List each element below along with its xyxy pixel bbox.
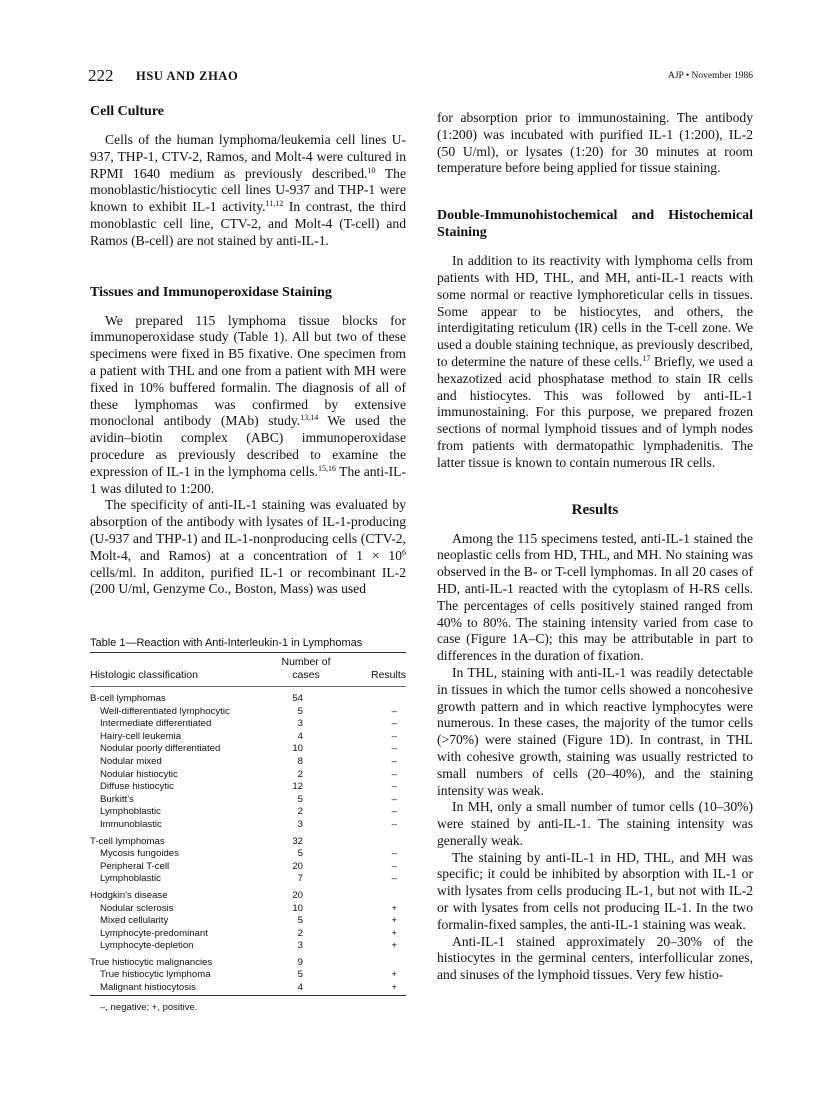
row-classification: Immunoblastic [100,818,162,830]
row-classification: Peripheral T-cell [100,860,170,872]
exponent: 6 [402,547,406,557]
left-column [90,103,406,598]
text: cells/ml. In additon, purified IL-1 or recombinant IL-2 (200 U/ml, Genzyme Co., Boston, Mass) was used [90,564,406,597]
table-group-row [90,953,406,970]
row-classification: Nodular histiocytic [100,768,178,780]
paragraph-results-3: In MH, only a small number of tumor cells (10–30%) were stained by anti-IL-1. The staining intensity was generally weak. [437,799,753,848]
table-row [90,848,406,861]
group-cases: 9 [297,956,303,968]
reference: 10 [367,165,376,175]
row-classification: Intermediate differentiated [100,718,212,730]
text: Briefly, we used a hexazotized acid phosphatase method to stain IR cells and histiocytes. This was followed by anti-IL-1 immunostaining. For this purpose, we prepared frozen sections of normal lymphoid tissues and of lymph nodes from patients with dermatopathic lymphadenitis. The latter tissue is known to contain numerous IR cells. [437,353,753,470]
table-row [90,861,406,874]
row-result: – [391,806,397,818]
row-classification: Nodular sclerosis [100,902,174,914]
row-cases: 2 [297,927,303,939]
table-row [90,706,406,719]
group-cases: 32 [292,835,303,847]
paragraph-results-1: Among the 115 specimens tested, anti-IL-1 stained the neoplastic cells from HD, THL, and MH. No staining was observed in the B- or T-cell lymphomas. In all 20 cases of HD, anti-IL-1 reacted with the cytoplasm of H-RS cells. The percentages of cells positively stained ranged from 40% to 80%. The staining intensity varied from case to case (Figure 1A–C); this may be attributable in part to differences in the duration of fixation. [437,530,753,664]
table-row [90,756,406,769]
group-name: Hodgkin's disease [90,889,168,901]
row-cases: 5 [297,969,303,981]
row-result: – [391,860,397,872]
text: In addition to its reactivity with lymphoma cells from patients with HD, THL, and MH, anti-IL-1 reacts with some normal or reactive lymphoreticular cells in tissues. Some appear to be histiocytes, and others, the interdigitating reticulum (IR) cells in the T-cell zone. We used a double staining technique, as previously described, to determine the nature of these cells. [437,253,753,369]
row-classification: Nodular poorly differentiated [100,743,221,755]
row-cases: 2 [297,768,303,780]
row-cases: 5 [297,848,303,860]
row-classification: Diffuse histiocytic [100,781,174,793]
row-cases: 5 [297,915,303,927]
section-heading-cell-culture: Cell Culture [90,104,165,119]
paragraph-tissues-2 [90,497,406,598]
text: The specificity of anti-IL-1 staining was evaluated by absorption of the antibody with lysates of IL-1-producing (U-937 and THP-1) and IL-1-nonproducing cells (CTV-2, Molt-4, and Ramos) at a concentration of 1 × 10 [90,497,406,563]
header-cases-line2: cases [292,669,320,681]
group-result [341,953,406,970]
group-cases: 54 [292,693,303,704]
row-classification: Nodular mixed [100,755,162,767]
row-result: – [391,781,397,793]
row-cases: 2 [297,806,303,818]
row-cases: 8 [297,755,303,767]
table-row [90,928,406,941]
row-result: – [391,793,397,805]
table-row [90,873,406,886]
page-header [88,66,753,86]
table-row [90,819,406,832]
table-row [90,781,406,794]
text: The anti-IL-1 was diluted to 1:200. [90,463,406,496]
text: We used the avidin–biotin complex (ABC) immunoperoxidase procedure as previously described to examine the expression of IL-1 in the lymphoma cells. [90,413,406,479]
table-caption: Table 1—Reaction with Anti-Interleukin-1 in Lymphomas [90,637,363,649]
table-body [90,653,406,995]
row-cases: 5 [297,793,303,805]
table-row [90,969,406,982]
row-cases: 10 [292,743,303,755]
row-classification: True histiocytic lymphoma [100,969,211,981]
row-classification: Lymphocyte-predominant [100,927,208,939]
table-bottom-rule [90,995,406,996]
table-group-row [90,886,406,903]
header-classification: Histologic classification [90,669,198,681]
table-row [90,982,406,995]
row-result: – [391,873,397,885]
row-cases: 20 [292,860,303,872]
text: We prepared 115 lymphoma tissue blocks for immunoperoxidase study (Table 1). All but two of these specimens were fixed in B5 fixative. One specimen from a patient with THL and one from a patient with MH were fixed in 10% buffered formalin. The diagnosis of all of these lymphomas was confirmed by extensive monoclonal antibody (MAb) study. [90,312,406,429]
row-cases: 3 [297,940,303,952]
row-cases: 3 [297,718,303,730]
paragraph-double-staining [437,253,753,471]
header-cases [271,653,341,687]
row-cases: 7 [297,873,303,885]
row-cases: 12 [292,781,303,793]
page-number: 222 [88,66,114,85]
section-heading-results: Results [571,501,619,518]
table-group-row [90,832,406,849]
row-result: – [391,818,397,830]
row-result: – [391,848,397,860]
row-result: + [391,969,397,981]
right-column [437,110,753,984]
row-classification: Well-differentiated lymphocytic [100,705,230,717]
reference: 17 [642,353,651,363]
paragraph-results-2: In THL, staining with anti-IL-1 was readily detectable in tissues in which the tumor cells showed a noncohesive growth pattern and in which reactive lymphocytes were numerous. In these cases, the majority of the tumor cells (>70%) were stained (Figure 1D). In contrast, in THL with cohesive growth, staining was usually restricted to small numbers of cells (20–40%), and the staining intensity was weak. [437,664,753,798]
row-classification: Hairy-cell leukemia [100,730,182,742]
text: The monoblastic/histiocytic cell lines U-937 and THP-1 were known to exhibit IL-1 activity. [90,165,406,215]
table-row [90,940,406,953]
reference: 13,14 [300,413,319,423]
group-result [341,832,406,849]
row-result: + [391,915,397,927]
row-classification: Malignant histiocytosis [100,982,196,994]
running-title: HSU AND ZHAO [136,69,239,83]
row-cases: 4 [297,730,303,742]
row-cases: 10 [292,902,303,914]
table-row [90,915,406,928]
row-classification: Mycosis fungoides [100,848,179,860]
row-cases: 5 [297,705,303,717]
table-row [90,718,406,731]
row-classification: Lymphocyte-depletion [100,940,194,952]
row-cases: 3 [297,818,303,830]
table-row [90,806,406,819]
header-cases-line1: Number of [281,656,331,668]
row-result: + [391,902,397,914]
text: In contrast, the third monoblastic cell line, CTV-2, and Molt-4 (T-cell) and Ramos (B-cell) are not stained by anti-IL-1. [90,199,406,248]
row-result: – [391,768,397,780]
text: Cells of the human lymphoma/leukemia cell lines U-937, THP-1, CTV-2, Ramos, and Molt-4 were cultured in RPMI 1640 medium as previously described. [90,132,406,181]
group-name: B-cell lymphomas [90,693,166,704]
table-footnote: –, negative; +, positive. [100,1001,198,1013]
table-row [90,743,406,756]
paragraph-results-5: Anti-IL-1 stained approximately 20–30% of the histiocytes in the germinal centers, interfollicular zones, and sinuses of the lymphoid tissues. Very few histio- [437,933,753,983]
table-row [90,731,406,744]
row-result: – [391,743,397,755]
row-classification: Lymphoblastic [100,806,161,818]
row-result: + [391,927,397,939]
paragraph-continuation: for absorption prior to immunostaining. The antibody (1:200) was incubated with purified IL-1 (1:200), IL-2 (50 U/ml), or lysates (1:20) for 30 minutes at room temperature before being applied for tissue staining. [437,110,753,176]
group-result [341,886,406,903]
section-heading-double-staining: Double-Immunohistochemical and Histochemical Staining [437,208,753,241]
row-classification: Burkitt's [100,793,134,805]
row-result: – [391,718,397,730]
group-result [341,687,406,706]
section-heading-tissues: Tissues and Immunoperoxidase Staining [90,284,332,300]
row-result: – [391,755,397,767]
table-row [90,794,406,807]
paragraph-tissues-1 [90,313,406,498]
row-result: – [391,705,397,717]
row-classification: Lymphoblastic [100,873,161,885]
table-row [90,903,406,916]
table-row [90,769,406,782]
row-result: + [391,982,397,994]
table-group-row [90,687,406,706]
row-classification: Mixed cellularity [100,915,169,927]
row-cases: 4 [297,982,303,994]
reference: 15,16 [317,463,336,473]
paragraph-cell-culture [90,132,406,250]
group-name: True histiocytic malignancies [90,956,213,968]
header-results: Results [370,669,406,681]
row-result: – [391,730,397,742]
paragraph-results-4: The staining by anti-IL-1 in HD, THL, and MH was specific; it could be inhibited by absorption with IL-1 or with lysates from cells producing IL-1, but not with IL-2 or with lysates from cells not producing IL-1. In the two formalin-fixed samples, the anti-IL-1 staining was weak. [437,849,753,932]
table-1 [90,637,406,1013]
reference: 11,12 [265,199,284,209]
group-name: T-cell lymphomas [90,835,165,847]
group-cases: 20 [292,889,303,901]
journal-info: AJP • November 1986 [667,71,753,81]
row-result: + [391,940,397,952]
